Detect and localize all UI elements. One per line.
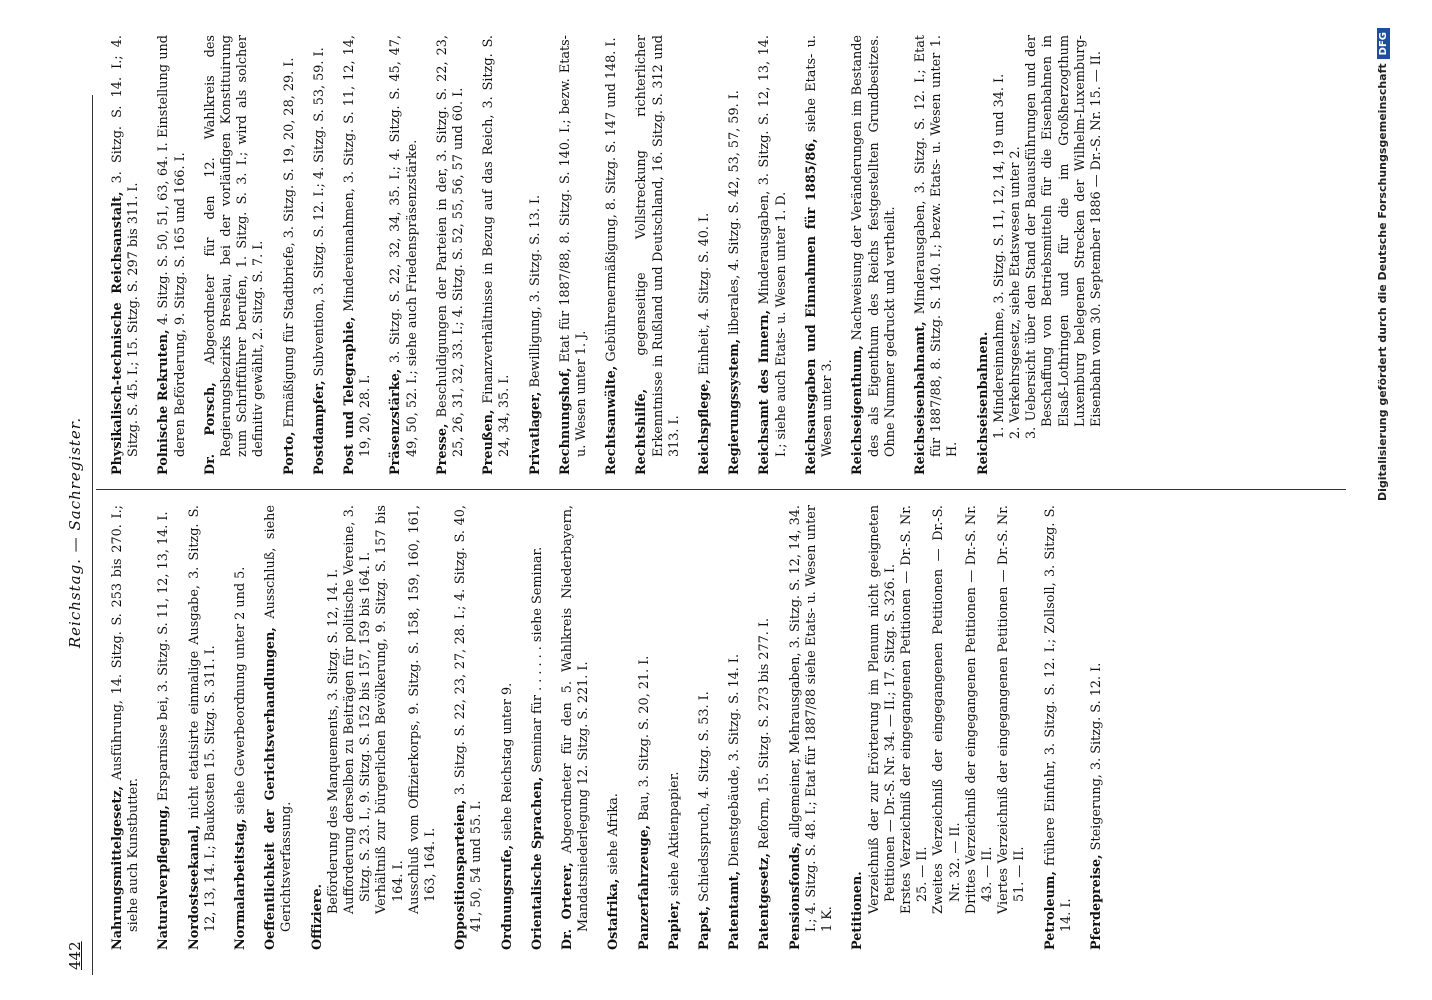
entry-text: 3. Sitzg. S. 22, 23, 27, 28. I.; 4. Sitzg. S. 40, 41, 50, 54 und 55. I.: [453, 505, 485, 932]
index-entry: [727, 35, 743, 475]
index-entry: [530, 505, 546, 950]
index-entry: [757, 505, 773, 950]
entry-headword: Reichspflege,: [697, 379, 713, 475]
index-entry: [453, 505, 485, 950]
entry-headword: Papst,: [697, 905, 713, 950]
index-entry: [757, 35, 789, 475]
entry-text: siehe Aktienpapier.: [666, 771, 682, 901]
header-rule: [92, 95, 93, 975]
index-entry: [727, 505, 743, 950]
index-entry: [233, 505, 249, 950]
index-entry: [850, 505, 1028, 950]
entry-text: Minderausgaben, 3. Sitzg. S. 12. I.; Etat für 1887/88, 8. Sitzg. S. 140. I.; bezw. Etats- u. Wesen unter 1. H.: [912, 35, 961, 457]
entry-text: gegenseitige Vollstreckung richterlicher Erkenntnisse in Rußland und Deutschland, 16. Sitzg. S. 312 und 313. I.: [634, 35, 682, 457]
entry-subitem: Zweites Verzeichniß der eingegangenen Petitionen — Dr.-S. Nr. 32. — II.: [931, 505, 963, 914]
index-entry: [156, 505, 172, 950]
entry-text: Ausführung, 14. Sitzg. S. 253 bis 270. I.; siehe auch Kunstbutter.: [110, 505, 142, 932]
entry-text: Minderausgaben, 3. Sitzg. S. 12, 13, 14. I.; siehe auch Etats- u. Wesen unter 1. D.: [757, 34, 789, 457]
entry-text: Reform, 15. Sitzg. S. 273 bis 277. I.: [757, 617, 773, 854]
index-entry: [110, 505, 142, 950]
index-entry: [282, 35, 298, 475]
index-entry: [604, 35, 620, 475]
index-entry: [976, 35, 1106, 475]
entry-headword: Patentamt,: [727, 870, 743, 950]
entry-headword: Post und Telegraphie,: [342, 316, 358, 475]
entry-headword: Rechnungshof,: [557, 367, 573, 475]
digitization-text: Digitalisierung gefördert durch die Deutsche Forschungsgemeinschaft: [1376, 63, 1389, 502]
index-entry: [667, 505, 683, 950]
entry-subitem: Erstes Verzeichniß der eingegangenen Petitionen — Dr.-S. Nr. 25. — II.: [898, 505, 931, 914]
entry-headword: Petroleum,: [1042, 871, 1058, 950]
index-entry: [1089, 505, 1105, 950]
index-entry: [310, 505, 440, 950]
index-entry: [500, 505, 516, 950]
entry-text: Beschuldigungen der Parteien in der, 3. Sitzg. S. 22, 23, 25, 26, 31, 32, 33. I.; 4. Sitzg. S. 52, 55, 56, 57 und 60. I.: [434, 35, 467, 457]
entry-headword: Naturalverpflegung,: [156, 805, 172, 950]
entry-text: Bau, 3. Sitzg. S. 20, 21. I.: [636, 655, 652, 825]
entry-headword: Polnische Rekruten,: [156, 329, 172, 475]
entry-headword: Orientalische Sprachen,: [529, 776, 545, 950]
entry-headword: Patentgesetz,: [757, 853, 773, 950]
entry-subitem: Verzeichniß der zur Erörterung im Plenum nicht geeigneten Petitionen — Dr.-S. Nr. 34. — II.; 17. Sitzg. S. 326. I.: [866, 505, 898, 914]
entry-headword: Reichseisenbahnamt,: [912, 321, 928, 475]
index-entry: [528, 35, 544, 475]
left-column: [110, 505, 1119, 950]
entry-headword: Oppositionsparteien,: [453, 799, 469, 950]
entry-headword: Reichseisenbahnen.: [975, 331, 991, 475]
entry-text: Finanzverhältnisse in Bezug auf das Reich, 3. Sitzg. S. 24, 34, 35. I.: [481, 35, 513, 457]
entry-text: Nachweisung der Veränderungen im Bestande des als Eigenthum des Reichs festgestellten Grundbesitzes. Ohne Nummer gedruckt und vertheilt.: [850, 35, 898, 457]
index-entry: [388, 35, 420, 475]
entry-text: allgemeiner, Mehrausgaben, 3. Sitzg. S. 12, 14, 34. I.; 4. Sitzg. S. 48. I.; Etat für 1887/88 siehe Etats- u. Wesen unter 1 K.: [787, 505, 836, 932]
entry-headword: Rechtshilfe,: [634, 388, 650, 475]
entry-text: Ausschluß, siehe Gerichtsverfassung.: [263, 505, 295, 932]
entry-text: Schiedsspruch, 4. Sitzg. S. 53. I.: [697, 691, 713, 906]
entry-text: Bewilligung, 3. Sitzg. S. 13. I.: [527, 194, 543, 392]
index-entry: [697, 505, 713, 950]
entry-subitem: 2. Verkehrsgesetz, siehe Etatswesen unter 2.: [1007, 146, 1023, 439]
index-entry: [342, 35, 374, 475]
index-entry: [788, 505, 837, 950]
entry-headword: Nahrungsmittelgesetz,: [110, 785, 125, 950]
entry-headword: Reichsamt des Innern,: [757, 309, 773, 475]
digitization-note: [1372, 0, 1394, 1000]
index-entry: [156, 35, 188, 475]
entry-subitem: Viertes Verzeichniß der eingegangenen Petitionen — Dr.-S. Nr. 51. — II.: [996, 505, 1028, 914]
running-title: Reichstag. — Sachregister.: [66, 416, 84, 649]
entry-headword: Pensionsfonds,: [787, 842, 803, 950]
entry-text: 4. Sitzg. S. 50, 51, 63, 64. I. Einstellung und deren Beförderung, 9. Sitzg. S. 165 und 166. I.: [156, 35, 188, 457]
entry-headword: Regierungssystem,: [727, 338, 743, 475]
entry-text: 3. Sitzg. S. 22, 32, 34, 35. I.; 4. Sitzg. S. 45, 47, 49, 50, 52. I.; siehe auch Friedenspräsenzstärke.: [388, 35, 420, 457]
entry-headword: Dr. Porsch,: [202, 382, 218, 475]
entry-subitem: 1. Mindereinnahme, 3. Sitzg. S. 11, 12, 14, 19 und 34. I.: [991, 73, 1007, 439]
entry-text: Ersparnisse bei, 3. Sitzg. S. 11, 12, 13, 14. I.: [156, 511, 172, 806]
entry-headword: Reichseigenthum,: [850, 345, 866, 475]
entry-subitem: Verhältniß zur bürgerlichen Bevölkerung, 9. Sitzg. S. 157 bis 164. I.: [374, 505, 406, 914]
entry-text: Steigerung, 3. Sitzg. S. 12. I.: [1088, 662, 1104, 855]
entry-text: Seminar für . . . . . . siehe Seminar.: [529, 546, 545, 777]
entry-subitem: Aufforderung derselben zu Beiträgen für politische Vereine, 3. Sitzg. S. 23. I., 9. Sitzg. S. 152 bis 157, 159 bis 164. I.: [342, 505, 374, 914]
entry-text: Einheit, 4. Sitzg. S. 40. I.: [697, 212, 713, 380]
entry-headword: Petitionen.: [850, 871, 866, 950]
entry-text: 3. Sitzg. S. 14. I.; 4. Sitzg. S. 45. I.; 15. Sitzg. S. 297 bis 311. I.: [110, 35, 142, 457]
entry-headword: Papier,: [666, 900, 682, 950]
entry-headword: Offiziere.: [309, 883, 325, 950]
entry-text: Ermäßigung für Stadtbriefe, 3. Sitzg. S. 19, 20, 28, 29. I.: [281, 57, 297, 432]
index-entry: [850, 35, 899, 475]
entry-headword: Ordnungsrufe,: [499, 844, 515, 950]
entry-headword: Preußen,: [481, 409, 497, 475]
entry-headword: Oeffentlichkeit der Gerichtsverhandlungen,: [263, 627, 279, 950]
entry-headword: Rechtsanwälte,: [604, 365, 620, 475]
index-entry: [110, 35, 142, 475]
index-entry: [634, 35, 683, 475]
entry-text: siehe Afrika.: [606, 793, 622, 879]
entry-headword: Ostafrika,: [606, 878, 622, 950]
page-number: 442: [66, 941, 84, 970]
entry-text: Mindereinnahmen, 3. Sitzg. S. 11, 12, 14, 19, 20, 28. I.: [342, 35, 374, 457]
dfg-logo: DFG: [1377, 28, 1390, 59]
entry-text: nicht etatisirte einmalige Ausgabe, 3. Sitzg. S. 12, 13, 14. I.; Baukosten 15. Sitzg. S. 311. I.: [186, 505, 218, 932]
entry-headword: Porto,: [281, 431, 297, 475]
entry-headword: Presse,: [434, 423, 450, 475]
index-entry: [637, 505, 653, 950]
entry-text: liberales, 4. Sitzg. S. 42, 53, 57, 59. I.: [727, 90, 743, 339]
index-entry: [481, 35, 513, 475]
entry-headword: Postdampfer,: [311, 380, 327, 475]
entry-headword: Pferdepreise,: [1088, 854, 1104, 950]
entry-headword: Reichsausgaben und Einnahmen für 1885/86,: [803, 138, 819, 475]
entry-text: siehe Reichstag unter 9.: [499, 682, 515, 845]
index-entry: [435, 35, 467, 475]
index-entry: [697, 35, 713, 475]
entry-headword: Dr. Orterer,: [560, 862, 576, 950]
entry-headword: Physikalisch-technische Reichsanstalt,: [110, 191, 125, 475]
entry-subitem: Drittes Verzeichniß der eingegangenen Petitionen — Dr.-S. Nr. 43. — II.: [963, 505, 995, 914]
entry-text: frühere Einfuhr, 3. Sitzg. S. 12. I.; Zollsoll, 3. Sitzg. S. 14. I.: [1042, 505, 1074, 932]
entry-subitem: 3. Uebersicht über den Stand der Bauausführungen und der Beschaffung von Betriebsmitteln für die Eisenbahnen in Elsaß-Lothringen und für die im Großherzogthum Luxemburg belegenen Strecken der Wilhelm-Luxemburg-Eisenbahn vom 30. September 1886 — Dr.-S. Nr. 15. — II.: [1024, 35, 1104, 439]
index-entry: [913, 35, 962, 475]
index-entry: [1043, 505, 1075, 950]
index-entry: [187, 505, 219, 950]
entry-headword: Privatlager,: [527, 391, 543, 475]
index-entry: [804, 35, 836, 475]
entry-subitem: Beförderung des Manquements, 3. Sitzg. S. 12, 14. I.: [325, 568, 341, 914]
index-entry: [263, 505, 295, 950]
entry-text: siehe Gewerbeordnung unter 2 und 5.: [233, 566, 249, 819]
entry-headword: Panzerfahrzeuge,: [636, 824, 652, 950]
entry-text: siehe Etats- u. Wesen unter 3.: [803, 35, 836, 457]
page-header: [62, 95, 90, 970]
entry-text: Gebührenermäßigung, 8. Sitzg. S. 147 und 148. I.: [604, 37, 620, 366]
entry-text: Abgeordneter für den 5. Wahlkreis Niederbayern, Mandatsniederlegung 12. Sitzg. S. 221. I.: [560, 504, 592, 932]
column-divider: [96, 489, 1346, 490]
index-entry: [558, 35, 590, 475]
right-column: [110, 35, 1119, 475]
entry-text: Abgeordneter für den 12. Wahlkreis des Regierungsbezirks Breslau, bei der vorläufigen Konstituirung zum Schriftführer berufen, 1. Sitzg. S. 3. I.; wird als solcher definitiv gewählt, 2. Sitzg. S. 7. I.: [202, 35, 267, 457]
index-entry: [606, 505, 622, 950]
entry-text: Dienstgebäude, 3. Sitzg. S. 14. I.: [727, 653, 743, 871]
index-entry: [312, 35, 328, 475]
entry-headword: Präsenzstärke,: [388, 368, 404, 475]
entry-text: Etat für 1887/88, 8. Sitzg. S. 140. I.; bezw. Etats- u. Wesen unter 1. J.: [557, 35, 590, 457]
index-entry: [203, 35, 268, 475]
entry-subitem: Ausschluß vom Offizierkorps, 9. Sitzg. S. 158, 159, 160, 161, 163, 164. I.: [406, 505, 439, 914]
entry-headword: Normalarbeitstag,: [233, 818, 249, 950]
index-entry: [560, 505, 592, 950]
entry-text: Subvention, 3. Sitzg. S. 12. I.; 4. Sitzg. S. 53, 59. I.: [311, 47, 327, 381]
entry-headword: Nordostseekanal,: [186, 824, 202, 950]
